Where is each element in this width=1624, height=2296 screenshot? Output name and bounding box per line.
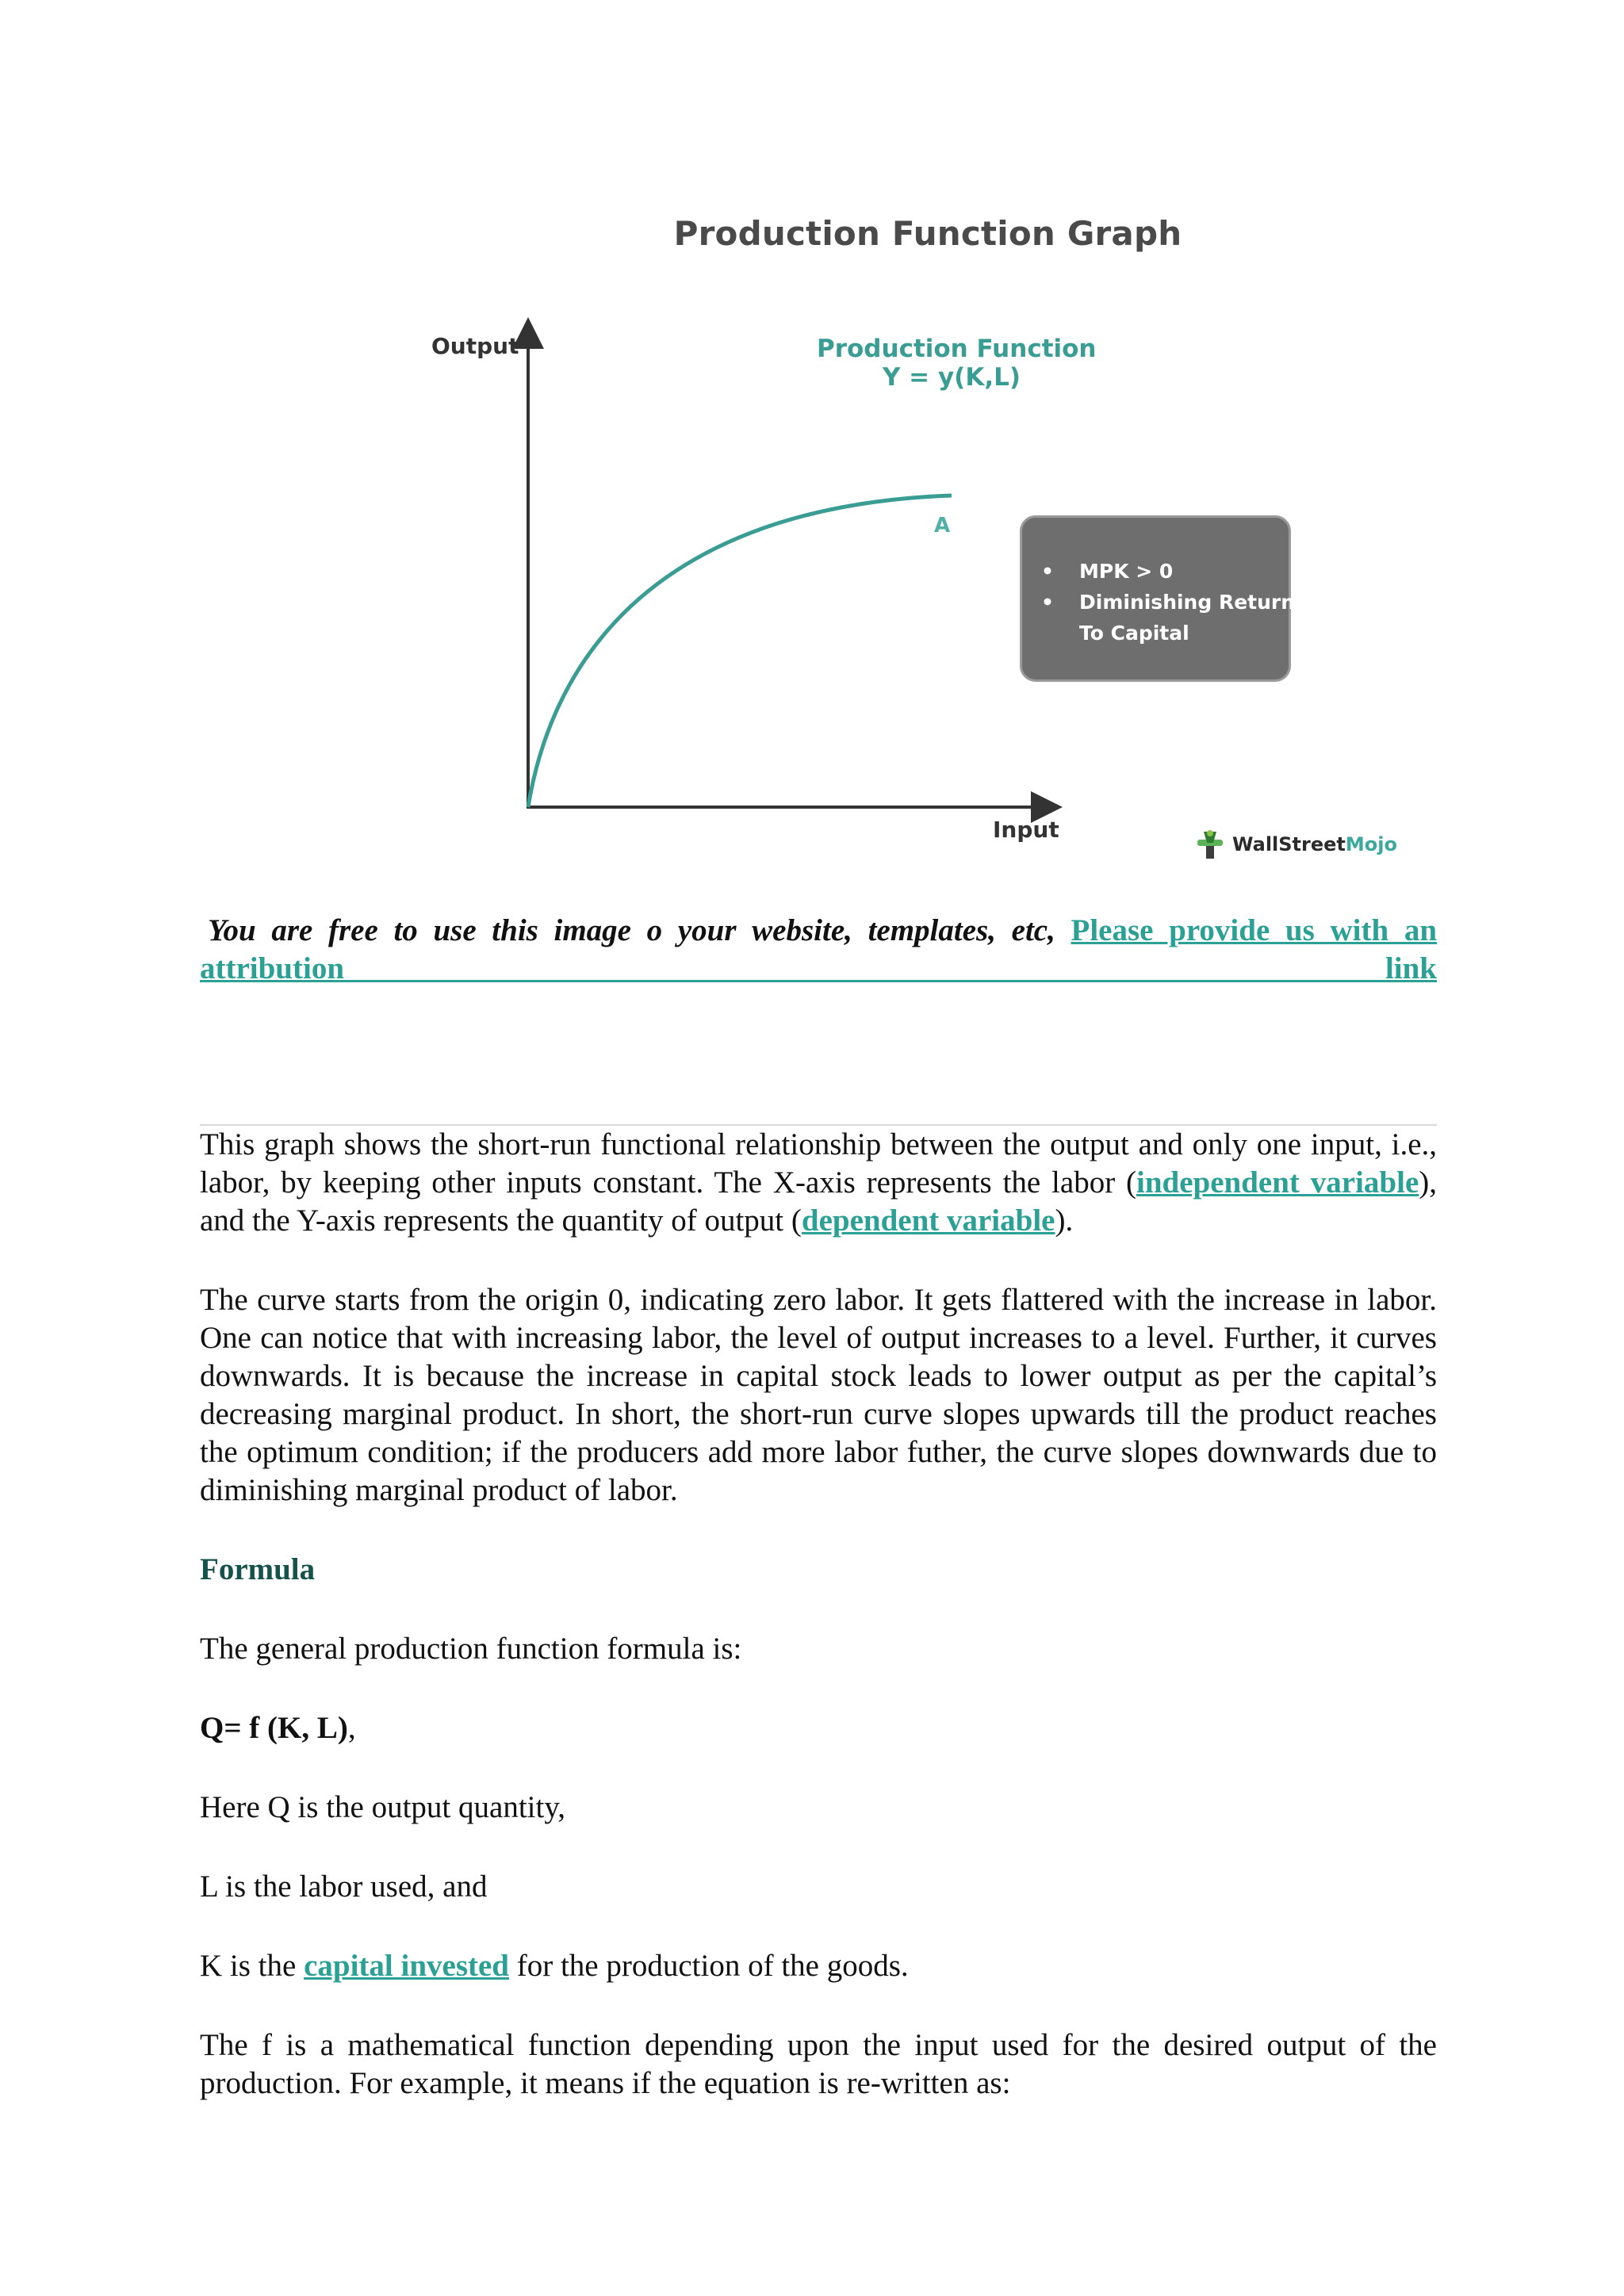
para1-text-2: ), and the Y-axis represents the quantity of output (	[200, 1165, 1437, 1238]
q-definition: Here Q is the output quantity,	[200, 1790, 566, 1824]
curve-title	[817, 335, 1097, 392]
production-curve	[528, 496, 952, 807]
k-definition	[200, 1947, 1437, 1985]
attribution-link-line2-end: link	[1385, 951, 1437, 985]
point-a-label: A	[934, 514, 951, 538]
brand-name-part1: WallStreet	[1232, 833, 1346, 855]
attribution-link-line1: Please provide us with an	[1071, 913, 1438, 947]
l-definition: L is the labor used, and	[200, 1869, 488, 1904]
para1-text-1: This graph shows the short-run functional relationship between the output and only one input, i.e., labor, by keeping other inputs constant. The X-axis represents the labor (	[200, 1127, 1437, 1200]
f-definition: The f is a mathematical function depending upon the input used for the desired output of the production. For example, it means if the equation is re-written as:	[200, 2028, 1437, 2100]
x-axis-label: Input	[993, 817, 1059, 843]
article-content	[200, 1126, 1437, 2144]
info-item-diminishing: • Diminishing Returns	[1041, 587, 1289, 618]
capital-invested-link[interactable]: capital invested	[304, 1949, 509, 1983]
curve-title-equation: Y = y(K,L)	[882, 363, 1021, 392]
info-item-mpk: • MPK > 0	[1041, 556, 1289, 587]
formula-line	[200, 1709, 1437, 1747]
curve-title-name: Production Function	[817, 335, 1097, 363]
formula-expression: Q= f (K, L)	[200, 1711, 348, 1745]
k-line-text-2: for the production of the goods.	[509, 1949, 909, 1983]
y-axis-label: Output	[431, 333, 519, 359]
formula-suffix: ,	[347, 1711, 356, 1745]
brand-logo	[1193, 825, 1397, 864]
brand-name-part2: Mojo	[1345, 833, 1397, 855]
dependent-variable-link[interactable]: dependent variable	[801, 1203, 1055, 1238]
independent-variable-link[interactable]: independent variable	[1136, 1165, 1419, 1200]
attribution-link-line2-start: attribution	[200, 951, 345, 985]
info-box	[1020, 515, 1307, 682]
formula-heading: Formula	[200, 1552, 316, 1586]
info-item-continuation: To Capital	[1079, 622, 1189, 645]
paragraph-graph-description	[200, 1126, 1437, 1240]
formula-intro: The general production function formula is:	[200, 1632, 742, 1666]
image-attribution	[200, 912, 1437, 988]
figure-title: Production Function Graph	[673, 214, 1182, 253]
k-line-text-1: K is the	[200, 1949, 304, 1983]
attribution-text: You are free to use this image o your website, templates, etc,	[208, 913, 1071, 947]
para1-text-3: ).	[1055, 1203, 1074, 1238]
paragraph-curve-description: The curve starts from the origin 0, indicating zero labor. It gets flattered with the increase in labor. One can notice that with increasing labor, the level of output increases to a level. Further, it curves downwards. It is because the increase in capital stock leads to lower output as per the capital’s decreasing marginal product. In short, the short-run curve slopes upwards till the product reaches the optimum condition; if the producers add more labor futher, the curve slopes downwards due to diminishing marginal product of labor.	[200, 1283, 1437, 1507]
production-function-figure	[396, 198, 1427, 896]
